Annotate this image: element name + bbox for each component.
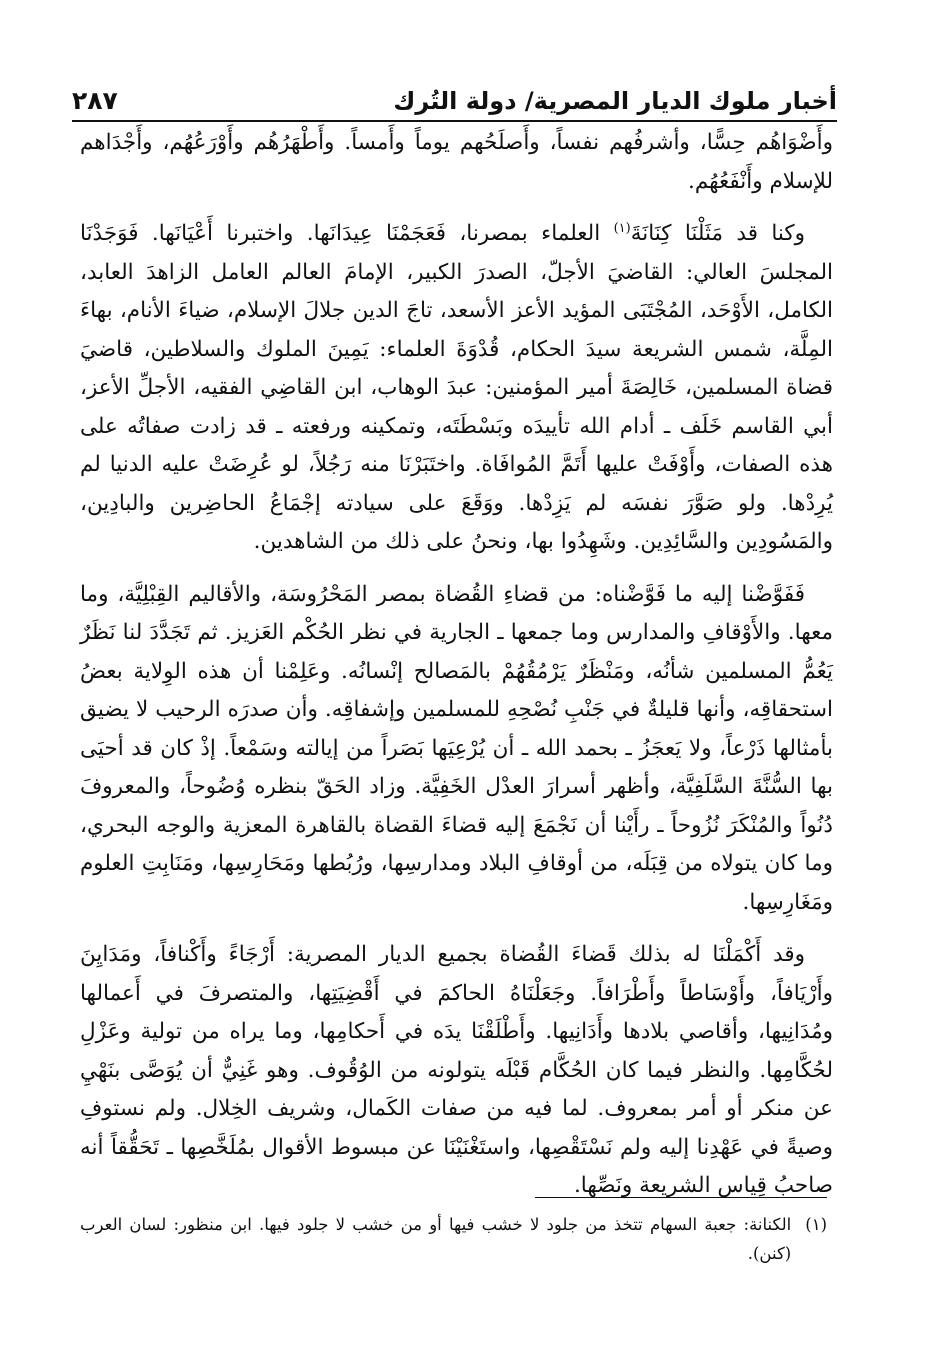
footnote [80, 1210, 827, 1268]
paragraph-3: فَفَوَّضْنا إليه ما فَوَّضْناه: من قضاءِ القُضاة بمصر المَحْرُوسَة، والأقاليم القِبْلِيَّة، وما معها. والأَوْقافِ والمدارس وما جمعها ـ الجارية في نظر الحُكْم العَزيز. ثم تَجَدَّدَ لنا نَظَرٌ يَعُمُّ المسلمين شأنُه، ومَنْظَرٌ يَرْمُقُهُمْ بالمَصالح إنْسانُه. وعَلِمْنا أن هذه الوِلاية بعضُ استحقاقِه، وأنها قليلةٌ في جَنْبِ نُصْحِهِ للمسلمين وإشفاقِه. وأن صدرَه الرحيب لا يضيق بأمثالها ذَرْعاً، ولا يَعجَزُ ـ بحمد الله ـ أن يُرْعِيَها بَصَراً من إيالته وسَمْعاً. إذْ كان قد أحيَى بها السُّنَّةَ السَّلَفِيَّة، وأظهر أسرارَ العدْل الخَفِيَّة. وزاد الحَقّ بنظره وُضُوحاً، والمعروفَ دُنُواً والمُنْكَرَ نُزُوحاً ـ رأَيْنا أن نَجْمَعَ إليه قضاءَ القضاة بالقاهرة المعزية والوجه البحري، وما كان يتولاه من قِبَلَه، من أوقافِ البلاد ومدارسِها، ورُبُطها ومَحَارِسِها، ومَنَابِتِ العلوم ومَغَارِسِها. [80, 581, 833, 915]
running-title: أخبار ملوك الديار المصرية/ دولة التُرك [393, 87, 837, 115]
paragraph-4: وقد أَكْمَلْنَا له بذلك قَضاءَ القُضاة بجميع الديار المصرية: أَرْجَاءً وأَكْنافاً، ومَدَايِنَ وأَرْيَافاً، وأَوْسَاطاً وأَطْرَافاً. وجَعَلْنَاهُ الحاكمَ في أَقْضِيَتِها، والمتصرفَ في أَعمالها ومُدَانِيها، وأقاصي بلادها وأَدَانِيها. وأَطْلَقْنَا يدَه في أَحكامِها، وما يراه من تولية وعَزْلِ لحُكَّامِها. والنظر فيما كان الحُكَّام قَبْلَه يتولونه من الوُقُوف. وهو غَنِيٌّ أن يُوَصَّى بنَهْيِ عن منكر أو أمر بمعروف. لما فيه من صفات الكَمال، وشريف الخِلال. ولم نستوفِ وصيةً في عَهْدِنا إليه ولم نَسْتَقْصِها، واستَغْنَيْنَا عن مبسوط الأقوال بمُلَخَّصِها ـ تَحَقُّقاً أنه صاحبُ قِياس الشريعة ونَصِّها. [80, 942, 833, 1198]
footnote-reference[interactable]: (١) [613, 220, 631, 236]
footnote-text: الكنانة: جعبة السهام تتخذ من جلود لا خشب فيها أو من خشب لا جلود فيها. ابن منظور: لسان العرب (كنن). [80, 1215, 792, 1263]
running-header [72, 72, 837, 122]
paragraph-2 [80, 215, 833, 562]
main-text [80, 124, 833, 1206]
paragraph-1: وأَضْوَاهُم حِسًّا، وأشرفُهم نفساً، وأَصلَحُهم يوماً وأَمساً. وأَطْهَرُهُم وأَوْرَعُهُم، وأَجْدَاهم للإسلام وأَنْفَعُهُم. [80, 130, 833, 194]
paragraph-2-opening: وكنا قد مَثَلْنَا كِنَانَةَ [630, 221, 805, 246]
paragraph-2-body: العلماء بمصرنا، فَعَجَمْنَا عِيدَانَها. واختبرنا أَعْيَانَها. فَوَجَدْنَا المجلسَ العالي: القاضيَ الأجلّ، الصدرَ الكبير، الإمامَ العالم العامل الزاهدَ العابد، الكامل، الأَوْحَد، المُجْتَبَى المؤيد الأعز الأسعد، تاجَ الدين جلالَ الإسلام، ضياءَ الأنام، بهاءَ المِلَّة، شمس الشريعة سيدَ الحكام، قُدْوَةَ العلماء: يَمِينَ الملوك والسلاطين، قاضيَ قضاة المسلمين، خَالِصَةَ أمير المؤمنين: عبدَ الوهاب، ابن القاضِي الفقيه، الأجلِّ الأعز، أبي القاسم خَلَف ـ أدام الله تأييدَه وبَسْطَتَه، وتمكينه ورفعته ـ قد زادت صفاتُه على هذه الصفات، وأَوْفَتْ عليها أَتَمَّ المُوافَاة. واختَبَرْنَا منه رَجُلاً، لو عُرِضَتْ عليه الدنيا لم يُرِدْها. ولو صَوَّرَ نفسَه لم يَزِدْها. ووَقَعَ على سيادته إجْمَاعُ الحاضِرين والبادِين، والمَسُودِين والسَّائِدِين. وشَهِدُوا بها، ونحنُ على ذلك من الشاهدين. [80, 221, 833, 554]
footnote-divider [535, 1197, 827, 1198]
footnote-marker: (١) [805, 1215, 827, 1234]
page-number: ٢٨٧ [72, 86, 118, 115]
